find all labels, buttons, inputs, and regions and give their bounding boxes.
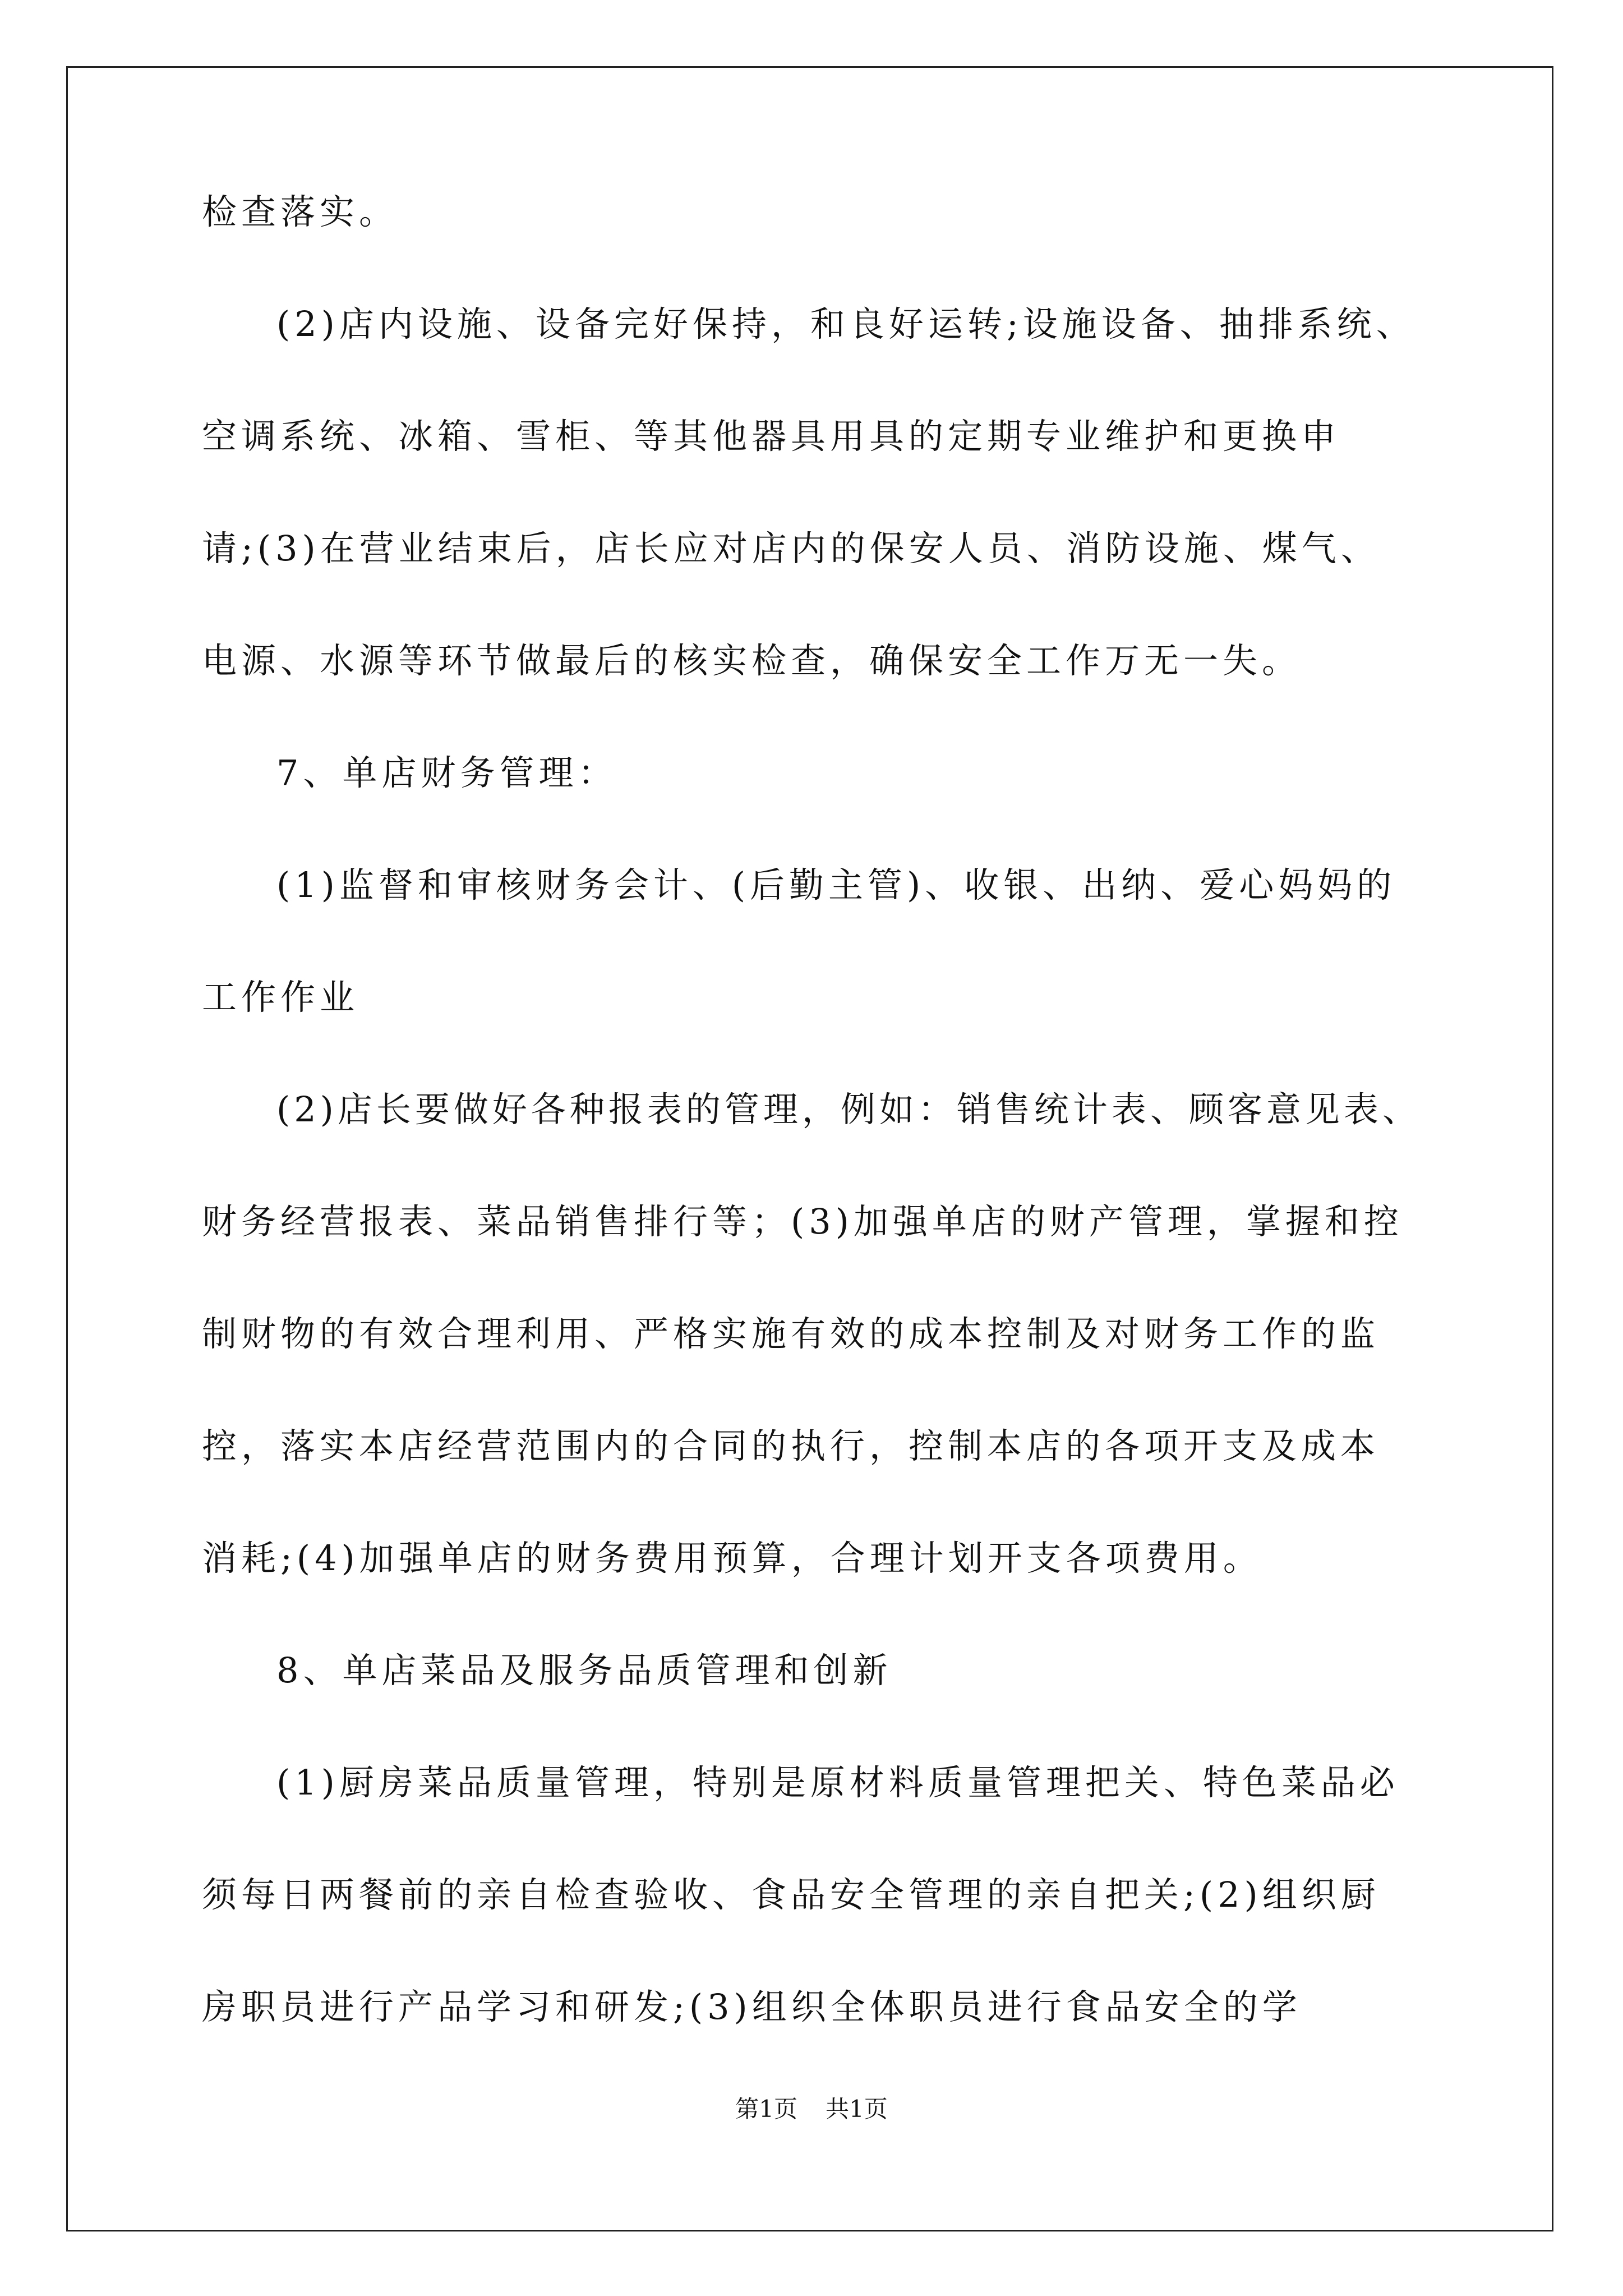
body-line: 电源、水源等环节做最后的核实检查，确保安全工作万无一失。	[202, 640, 1302, 681]
body-line: 空调系统、冰箱、雪柜、等其他器具用具的定期专业维护和更换申	[202, 416, 1341, 457]
body-line: (2)店内设施、设备完好保持，和良好运转;设施设备、抽排系统、	[276, 303, 1415, 344]
body-line: (2)店长要做好各种报表的管理，例如：销售统计表、顾客意见表、	[276, 1089, 1421, 1130]
page-number: 第1页	[735, 2095, 797, 2123]
section-heading: 7、单店财务管理：	[276, 752, 617, 793]
page-footer	[0, 2092, 1623, 2126]
body-line: 工作作业	[202, 977, 359, 1018]
body-line: (1)厨房菜品质量管理，特别是原材料质量管理把关、特色菜品必	[276, 1762, 1399, 1803]
body-line: 制财物的有效合理利用、严格实施有效的成本控制及对财务工作的监	[202, 1313, 1380, 1354]
body-line: 须每日两餐前的亲自检查验收、食品安全管理的亲自把关;(2)组织厨	[202, 1874, 1380, 1915]
body-line: (1)监督和审核财务会计、(后勤主管)、收银、出纳、爱心妈妈的	[276, 864, 1396, 905]
page-total: 共1页	[826, 2095, 888, 2123]
body-line: 消耗;(4)加强单店的财务费用预算，合理计划开支各项费用。	[202, 1538, 1262, 1579]
body-line: 检查落实。	[202, 191, 399, 232]
body-line: 请;(3)在营业结束后，店长应对店内的保安人员、消防设施、煤气、	[202, 528, 1380, 569]
section-heading: 8、单店菜品及服务品质管理和创新	[276, 1650, 892, 1691]
body-line: 财务经营报表、菜品销售排行等；(3)加强单店的财产管理，掌握和控	[202, 1201, 1403, 1242]
body-line: 控，落实本店经营范围内的合同的执行，控制本店的各项开支及成本	[202, 1425, 1380, 1466]
body-line: 房职员进行产品学习和研发;(3)组织全体职员进行食品安全的学	[202, 1986, 1302, 2027]
